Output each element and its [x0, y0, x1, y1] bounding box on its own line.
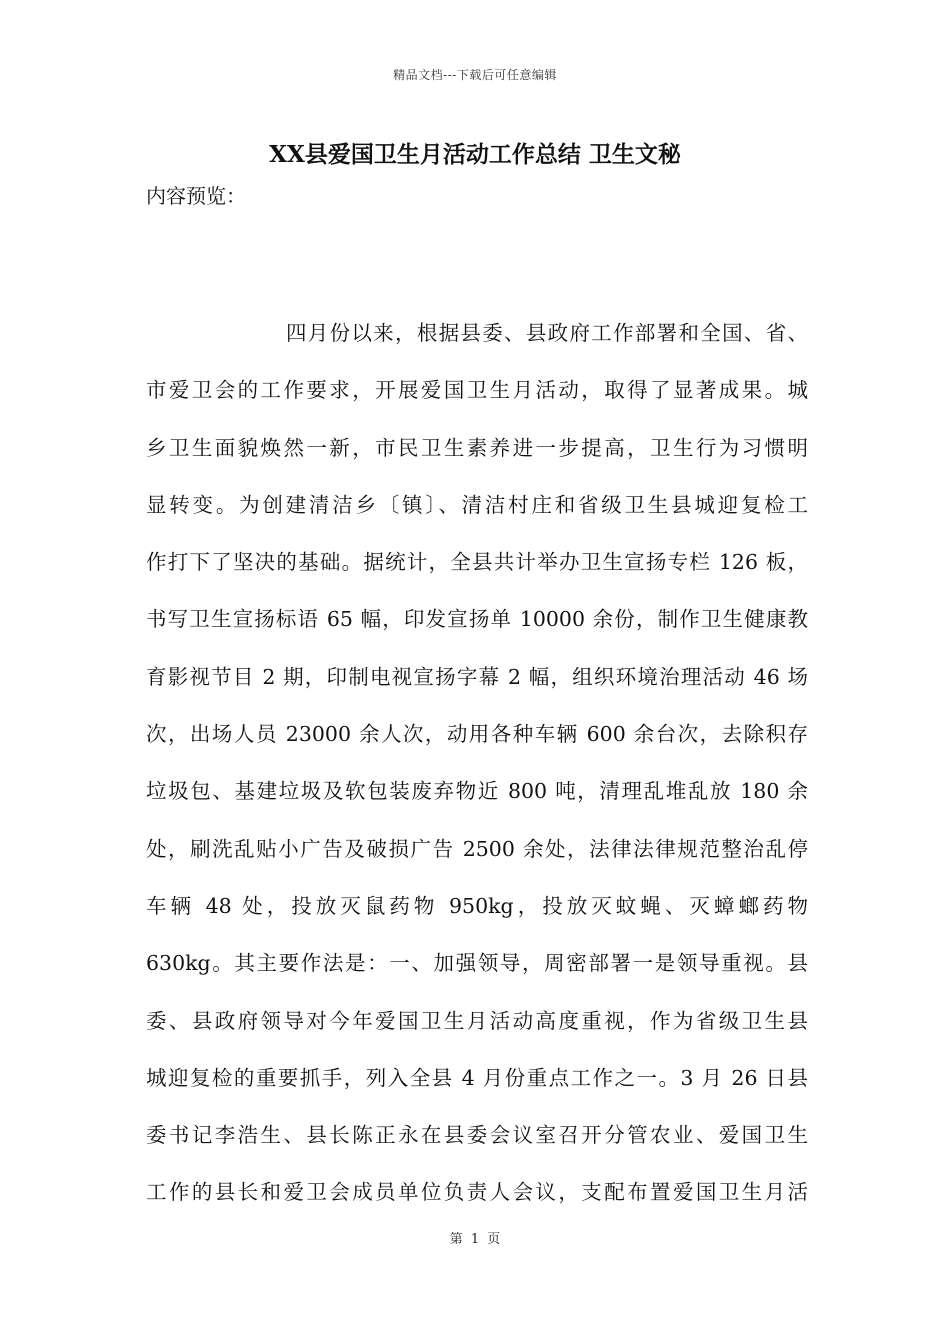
document-title: XX县爱国卫生月活动工作总结 卫生文秘	[269, 141, 681, 168]
paragraph-line: 车辆 48 处，投放灭鼠药物 950kg，投放灭蚊蝇、灭蟑螂药物	[146, 893, 808, 918]
paragraph-line: 处，刷洗乱贴小广告及破损广告 2500 余处，法律法律规范整治乱停	[146, 836, 808, 861]
paragraph-line: 工作的县长和爱卫会成员单位负责人会议，支配布置爱国卫生月活	[146, 1180, 808, 1205]
paragraph-line: 书写卫生宣扬标语 65 幅，印发宣扬单 10000 余份，制作卫生健康教	[146, 607, 808, 632]
paragraph-line: 城迎复检的重要抓手，列入全县 4 月份重点工作之一。3 月 26 日县	[146, 1065, 808, 1090]
body-text	[146, 316, 808, 1233]
paragraph-line: 乡卫生面貌焕然一新，市民卫生素养进一步提高，卫生行为习惯明	[146, 435, 808, 460]
paragraph-line: 垃圾包、基建垃圾及软包装废弃物近 800 吨，清理乱堆乱放 180 余	[146, 779, 808, 804]
paragraph-line: 市爱卫会的工作要求，开展爱国卫生月活动，取得了显著成果。城	[146, 378, 808, 403]
paragraph-line: 育影视节目 2 期，印制电视宣扬字幕 2 幅，组织环境治理活动 46 场	[146, 664, 808, 689]
paragraph-line: 委书记李浩生、县长陈正永在县委会议室召开分管农业、爱国卫生	[146, 1123, 808, 1148]
paragraph-line: 四月份以来，根据县委、县政府工作部署和全国、省、	[286, 321, 808, 345]
preview-label: 内容预览：	[146, 184, 246, 208]
paragraph-line: 作打下了坚决的基础。据统计，全县共计举办卫生宣扬专栏 126 板，	[146, 550, 808, 575]
paragraph-line: 630kg。其主要作法是：一、加强领导，周密部署一是领导重视。县	[146, 951, 808, 976]
page-header: 精品文档---下载后可任意编辑	[393, 68, 557, 82]
paragraph-line: 次，出场人员 23000 余人次，动用各种车辆 600 余台次，去除积存	[146, 722, 808, 747]
paragraph-line: 显转变。为创建清洁乡〔镇〕、清洁村庄和省级卫生县城迎复检工	[146, 492, 808, 517]
page-number: 第 1 页	[449, 1232, 501, 1247]
paragraph-line: 委、县政府领导对今年爱国卫生月活动高度重视，作为省级卫生县	[146, 1008, 808, 1033]
